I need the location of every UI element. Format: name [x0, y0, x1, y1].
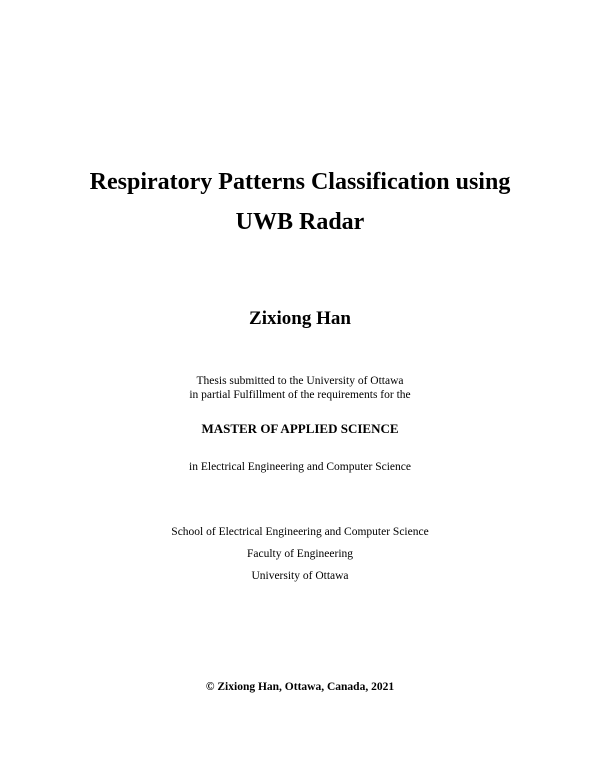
degree-name: MASTER OF APPLIED SCIENCE — [201, 421, 399, 436]
author-name: Zixiong Han — [249, 308, 351, 329]
program-name: in Electrical Engineering and Computer Science — [189, 461, 411, 473]
copyright-notice: © Zixiong Han, Ottawa, Canada, 2021 — [205, 681, 395, 693]
faculty-name: Faculty of Engineering — [246, 548, 354, 560]
university-name: University of Ottawa — [251, 570, 349, 582]
thesis-title-line-2: UWB Radar — [235, 209, 365, 235]
thesis-title-line-1: Respiratory Patterns Classification using — [89, 169, 511, 195]
school-name: School of Electrical Engineering and Computer Science — [171, 526, 429, 538]
submission-statement-line-2: in partial Fulfillment of the requirements for the — [189, 389, 411, 401]
submission-statement-line-1: Thesis submitted to the University of Ottawa — [196, 375, 404, 387]
